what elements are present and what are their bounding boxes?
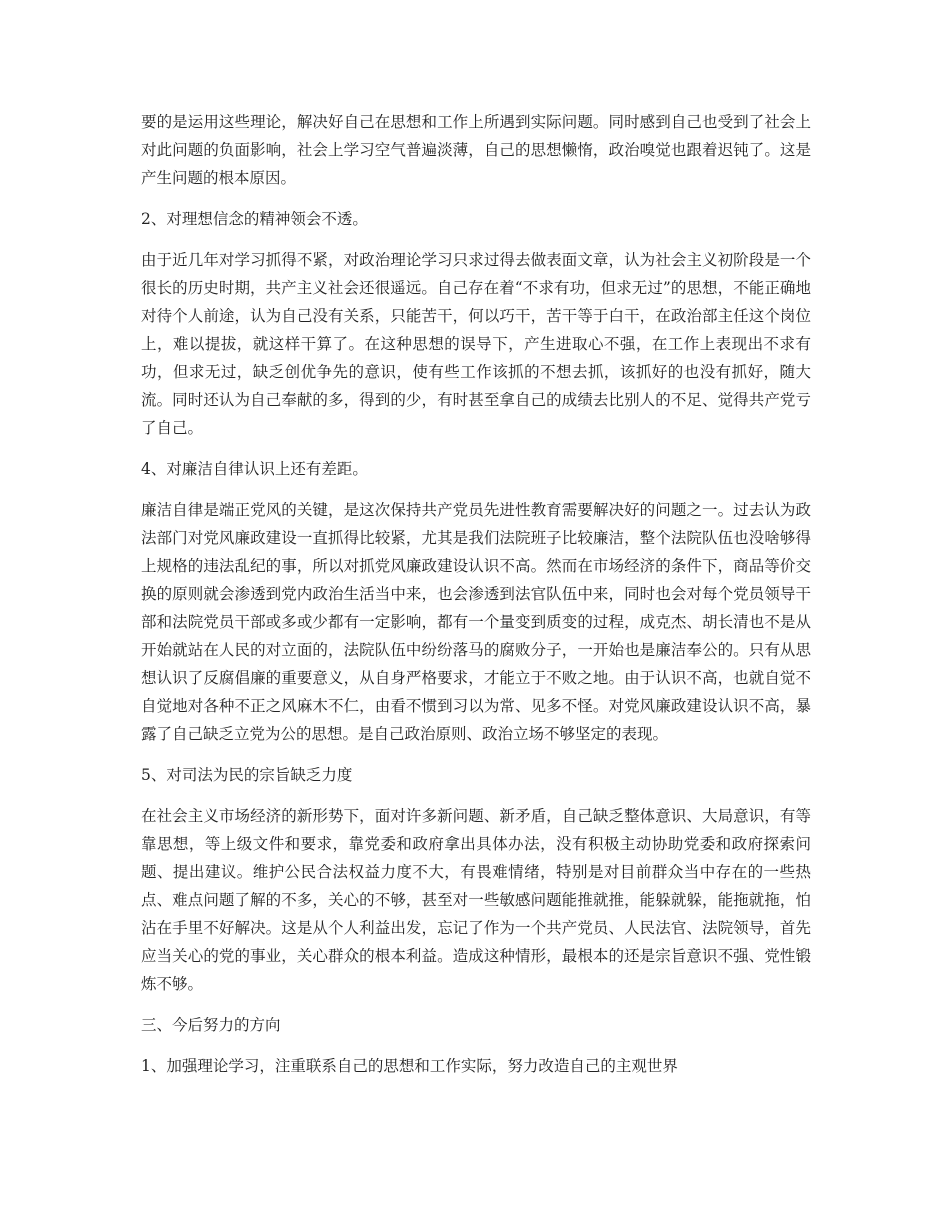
paragraph-ideals-belief: 由于近几年对学习抓得不紧，对政治理论学习只求过得去做表面文章，认为社会主义初阶段是一个很长的历史时期，共产主义社会还很遥远。自己存在着“不求有功，但求无过”的思想，不能正确地对待个人前途，认为自己没有关系，只能苦干，何以巧干，苦干等于白干，在政治部主任这个岗位上，难以提拔，就这样干算了。在这种思想的误导下，产生进取心不强，在工作上表现出不求有功，但求无过，缺乏创优争先的意识，使有些工作该抓的不想去抓，该抓好的也没有抓好，随大流。同时还认为自己奉献的多，得到的少，有时甚至拿自己的成绩去比别人的不足、觉得共产党亏了自己。 <box>141 251 811 437</box>
heading-ideals-belief: 2、对理想信念的精神领会不透。 <box>141 210 368 228</box>
paragraph-causes: 要的是运用这些理论，解决好自己在思想和工作上所遇到实际问题。同时感到自己也受到了社会上对此问题的负面影响，社会上学习空气普遍淡薄，自己的思想懒惰，政治嗅觉也跟着迟钝了。这是产生问题的根本原因。 <box>141 113 811 187</box>
heading-future-direction: 三、今后努力的方向 <box>141 1016 281 1034</box>
document-body <box>141 108 811 1093</box>
heading-judicial-service: 5、对司法为民的宗旨缺乏力度 <box>141 766 353 784</box>
paragraph-integrity: 廉洁自律是端正党风的关键，是这次保持共产党员先进性教育需要解决好的问题之一。过去认为政法部门对党风廉政建设一直抓得比较紧，尤其是我们法院班子比较廉洁，整个法院队伍也没啥够得上规格的违法乱纪的事，所以对抓党风廉政建设认识不高。然而在市场经济的条件下，商品等价交换的原则就会渗透到党内政治生活当中来，也会渗透到法官队伍中来，同时也会对每个党员领导干部和法院党员干部或多或少都有一定影响，都有一个量变到质变的过程，成克杰、胡长清也不是从开始就站在人民的对立面的，法院队伍中纷纷落马的腐败分子，一开始也是廉洁奉公的。只有从思想认识了反腐倡廉的重要意义，从自身严格要求，才能立于不败之地。由于认识不高，也就自觉不自觉地对各种不正之风麻木不仁，由看不惯到习以为常、见多不怪。对党风廉政建设认识不高，暴露了自己缺乏立党为公的思想。是自己政治原则、政治立场不够坚定的表现。 <box>141 501 811 743</box>
heading-integrity: 4、对廉洁自律认识上还有差距。 <box>141 460 368 478</box>
heading-theory-study: 1、加强理论学习，注重联系自己的思想和工作实际，努力改造自己的主观世界 <box>141 1057 678 1075</box>
paragraph-judicial-service: 在社会主义市场经济的新形势下，面对许多新问题、新矛盾，自己缺乏整体意识、大局意识，有等靠思想，等上级文件和要求，靠党委和政府拿出具体办法，没有积极主动协助党委和政府探索问题、提出建议。维护公民合法权益力度不大，有畏难情绪，特别是对目前群众当中存在的一些热点、难点问题了解的不多，关心的不够，甚至对一些敏感问题能推就推，能躲就躲，能拖就拖，怕沾在手里不好解决。这是从个人利益出发，忘记了作为一个共产党员、人民法官、法院领导，首先应当关心的党的事业，关心群众的根本利益。造成这种情形，最根本的还是宗旨意识不强、党性锻炼不够。 <box>141 807 811 993</box>
